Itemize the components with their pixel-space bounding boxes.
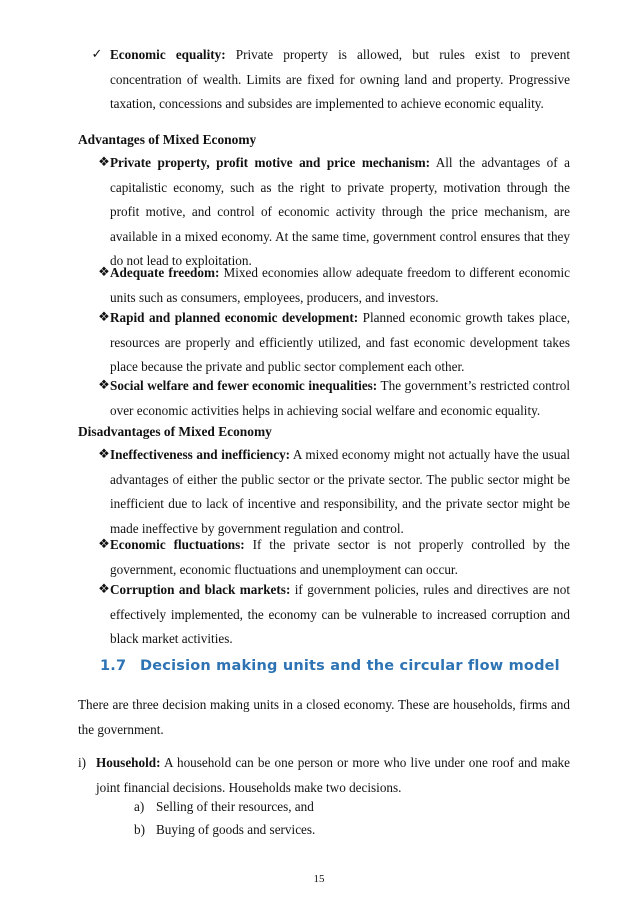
diamond-bullet-icon: ❖ [98, 309, 110, 325]
bullet-text: if government policies, rules and directives are not effectively implemented, the economy can be vulnerable to increased corruption and black market activities. [110, 582, 570, 646]
household-term: Household: [96, 755, 161, 770]
page-number: 15 [313, 873, 325, 885]
section-number: 1.7 [100, 658, 127, 674]
bullet-text: All the advantages of a capitalistic economy, such as the right to private property, motivation through the profit motive, and control of economic activity through the price mechanism, are available in a mixed economy. At the same time, government control ensures that they do not lead to exploitation. [110, 155, 570, 268]
diamond-bullet-icon: ❖ [98, 377, 110, 393]
bullet-term: Economic equality: [110, 47, 226, 62]
bullet-term: Adequate freedom: [110, 265, 220, 280]
disadvantage-item [0, 533, 638, 582]
decision-item [134, 797, 314, 817]
advantage-item [0, 374, 638, 423]
decision-text: Buying of goods and services. [156, 822, 316, 837]
household-text: A household can be one person or more who live under one roof and make joint financial decisions. Households make two decisions. [96, 755, 570, 795]
disadvantages-heading: Disadvantages of Mixed Economy [78, 424, 272, 439]
checkmark-icon: ✓ [91, 46, 103, 62]
diamond-bullet-icon: ❖ [98, 154, 110, 170]
disadvantage-item [0, 443, 638, 541]
household-item [78, 751, 570, 800]
bullet-text: The government’s restricted control over economic activities helps in achieving social welfare and economic equality. [110, 378, 570, 418]
decision-item [134, 820, 315, 840]
economic-equality-item [0, 43, 638, 117]
bullet-term: Rapid and planned economic development: [110, 310, 359, 325]
bullet-term: Economic fluctuations: [110, 537, 245, 552]
diamond-bullet-icon: ❖ [98, 536, 110, 552]
bullet-term: Ineffectiveness and inefficiency: [110, 447, 291, 462]
diamond-bullet-icon: ❖ [98, 581, 110, 597]
advantages-heading: Advantages of Mixed Economy [78, 132, 257, 147]
diamond-bullet-icon: ❖ [98, 446, 110, 462]
bullet-text: Mixed economies allow adequate freedom to different economic units such as consumers, employees, producers, and investors. [110, 265, 570, 305]
bullet-text: Planned economic growth takes place, resources are properly and efficiently utilized, and fast economic development takes place because the private and public sector complement each other. [110, 310, 570, 374]
intro-paragraph: There are three decision making units in a closed economy. These are households, firms and the government. [78, 697, 570, 737]
bullet-text: If the private sector is not properly controlled by the government, economic fluctuations and unemployment can occur. [110, 537, 570, 577]
bullet-term: Private property, profit motive and price mechanism: [110, 155, 430, 170]
section-title-text: Decision making units and the circular flow model [140, 658, 560, 674]
bullet-text: A mixed economy might not actually have the usual advantages of either the public sector or the private sector. The public sector might be inefficient due to lack of incentive and responsibility, and the private sector might be made ineffective by government regulation and control. [110, 447, 570, 536]
advantage-item [0, 306, 638, 380]
bullet-term: Social welfare and fewer economic inequalities: [110, 378, 378, 393]
decision-text: Selling of their resources, and [156, 799, 314, 814]
decision-letter: a) [134, 799, 145, 814]
bullet-term: Corruption and black markets: [110, 582, 291, 597]
advantage-item [0, 151, 638, 274]
disadvantage-item [0, 578, 638, 652]
section-heading [100, 658, 560, 674]
diamond-bullet-icon: ❖ [98, 264, 110, 280]
advantage-item [0, 261, 638, 310]
decision-letter: b) [134, 822, 145, 837]
bullet-text: Private property is allowed, but rules exist to prevent concentration of wealth. Limits are fixed for owning land and property. Progressive taxation, concessions and subsides are implemented to achieve economic equality. [110, 47, 570, 111]
item-label: i) [78, 755, 87, 770]
